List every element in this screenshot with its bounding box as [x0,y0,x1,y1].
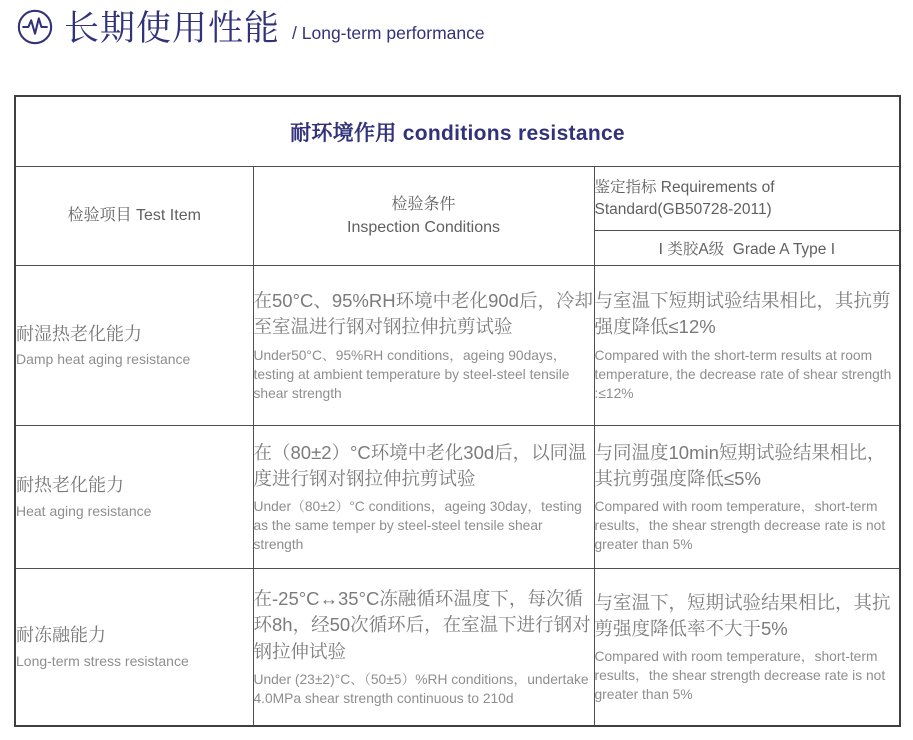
cell-requirement [594,569,900,727]
table-title-row [15,96,900,167]
pulse-icon [16,8,54,46]
test-item-zh: 耐冻融能力 [16,625,106,646]
cell-test-item [15,266,253,426]
requirement-zh: 与室温下短期试验结果相比，其抗剪强度降低≤12% [594,290,891,338]
cell-inspection-condition [253,569,594,727]
condition-zh: 在（80±2）°C环境中老化30d后，以同温度进行钢对钢拉伸抗剪试验 [253,441,587,489]
column-header-requirements [594,167,900,231]
test-item-en: Damp heat aging resistance [16,351,191,368]
requirement-en: Compared with room temperature，short-term results，the shear strength decrease rate is not greater than 5% [594,499,886,553]
cell-requirement [594,426,900,569]
cell-test-item [15,426,253,569]
requirement-zh: 与同温度10min短期试验结果相比，其抗剪强度降低≤5% [594,441,886,489]
page-title-en: / Long-term performance [292,23,485,43]
page-title-zh: 长期使用性能 [64,8,281,48]
test-item-zh: 耐湿热老化能力 [16,323,142,344]
test-item-zh: 耐热老化能力 [16,475,124,496]
requirement-en: Compared with the short-term results at room temperature, the decrease rate of shear strength :≤12% [594,347,892,401]
table-row [15,569,900,727]
cell-requirement [594,266,900,426]
test-item-en: Long-term stress resistance [16,652,189,669]
table-row [15,266,900,426]
test-item-en: Heat aging resistance [16,502,152,519]
column-header-inspection-conditions [253,167,594,266]
cell-inspection-condition [253,426,594,569]
condition-en: Under（80±2）°C conditions，ageing 30day，testing as the same temper by steel-steel tensile shear strength [253,499,582,553]
condition-zh: 在50°C、95%RH环境中老化90d后，冷却至室温进行钢对钢拉伸抗剪试验 [253,290,593,338]
requirement-zh: 与室温下，短期试验结果相比，其抗剪强度降低率不大于5% [594,591,891,639]
requirements-line1: 鉴定指标 Requirements of [594,178,775,196]
cell-test-item [15,569,253,727]
condition-zh: 在-25°C↔35°C冻融循环温度下，每次循环8h，经50次循环后，在室温下进行钢对钢拉伸试验 [253,588,591,662]
table-header-row [15,167,900,231]
conditions-resistance-table [14,95,901,727]
inspection-conditions-en: Inspection Conditions [347,219,500,236]
page-header [16,8,485,48]
table-row [15,426,900,569]
cell-inspection-condition [253,266,594,426]
condition-en: Under (23±2)°C、（50±5）%RH conditions，undertake 4.0MPa shear strength continuous to 210d [253,671,589,706]
requirement-en: Compared with room temperature，short-term results，the shear strength decrease rate is not greater than 5% [594,649,886,703]
condition-en: Under50°C、95%RH conditions，ageing 90days，testing at ambient temperature by steel-steel tensile shear strength [253,347,570,401]
column-header-test-item: 检验项目 Test Item [15,167,253,266]
requirements-line2: Standard(GB50728-2011) [594,200,772,218]
inspection-conditions-zh: 检验条件 [391,195,456,213]
table-title: 耐环境作用 conditions resistance [15,96,900,167]
column-subheader-grade: Ⅰ 类胶A级 Grade A Type I [594,231,900,266]
